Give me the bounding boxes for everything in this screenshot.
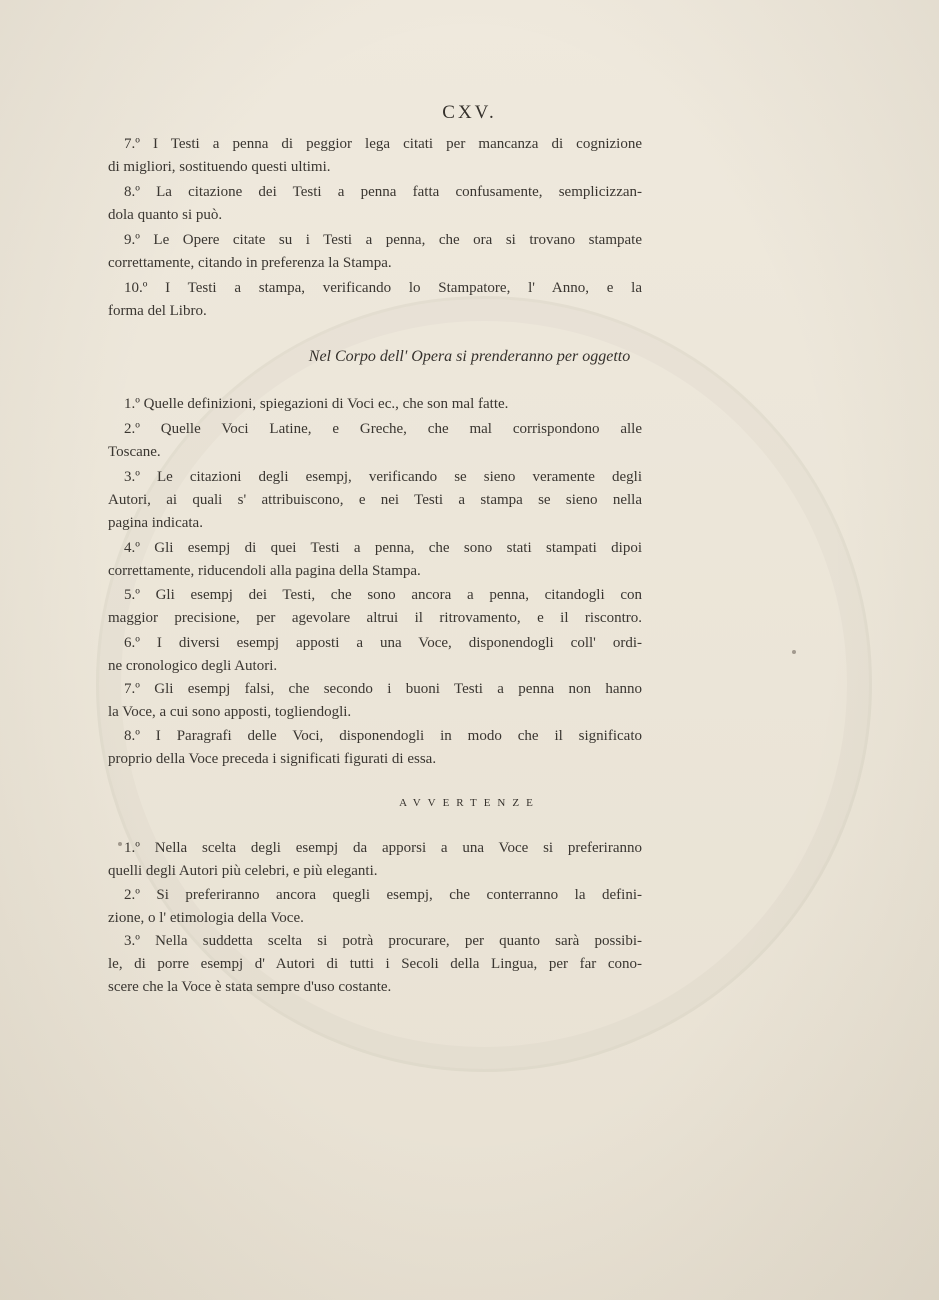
text-line: Toscane. xyxy=(108,444,161,460)
text-line: ne cronologico degli Autori. xyxy=(108,658,278,674)
section-heading: Nel Corpo dell' Opera si prenderanno per oggetto xyxy=(308,348,631,365)
list-item xyxy=(108,393,642,416)
text-line: 2.º Quelle Voci Latine, e Greche, che mal corrispondono alle xyxy=(124,421,642,437)
text-line: 8.º I Paragrafi delle Voci, disponendogli in modo che il significato xyxy=(124,728,642,744)
list-item xyxy=(108,537,642,583)
avvertenze-heading: AVVERTENZE xyxy=(399,797,540,809)
text-line: scere che la Voce è stata sempre d'uso costante. xyxy=(108,979,392,995)
text-line: le, di porre esempj d' Autori di tutti i Secoli della Lingua, per far cono- xyxy=(108,956,642,972)
list-item xyxy=(108,678,642,724)
list-item xyxy=(108,277,642,323)
text-line: 4.º Gli esempj di quei Testi a penna, che sono stati stampati dipoi xyxy=(124,540,642,556)
ink-spot xyxy=(792,650,796,654)
text-line: dola quanto si può. xyxy=(108,207,223,223)
text-line: 8.º La citazione dei Testi a penna fatta confusamente, semplicizzan- xyxy=(124,184,642,200)
text-line: proprio della Voce preceda i significati figurati di essa. xyxy=(108,751,437,767)
text-line: forma del Libro. xyxy=(108,303,207,319)
text-line: maggior precisione, per agevolare altrui il ritrovamento, e il riscontro. xyxy=(108,610,642,626)
text-line: 1.º Quelle definizioni, spiegazioni di Voci ec., che son mal fatte. xyxy=(124,396,509,412)
list-item xyxy=(108,418,642,464)
list-item xyxy=(108,930,642,999)
list-item xyxy=(108,229,642,275)
text-line: correttamente, citando in preferenza la Stampa. xyxy=(108,255,392,271)
text-line: zione, o l' etimologia della Voce. xyxy=(108,910,304,926)
list-item xyxy=(108,884,642,930)
list-item xyxy=(108,632,642,678)
text-line: 3.º Le citazioni degli esempj, verificando se sieno veramente degli xyxy=(124,469,642,485)
list-item xyxy=(108,133,642,179)
list-item xyxy=(108,181,642,227)
text-line: 2.º Si preferiranno ancora quegli esempj, che conterranno la defini- xyxy=(124,887,642,903)
text-line: 1.º Nella scelta degli esempj da apporsi a una Voce si preferiranno xyxy=(124,840,642,856)
text-line: 5.º Gli esempj dei Testi, che sono ancora a penna, citandogli con xyxy=(124,587,642,603)
text-line: 7.º Gli esempj falsi, che secondo i buoni Testi a penna non hanno xyxy=(124,681,642,697)
text-line: la Voce, a cui sono apposti, togliendogli. xyxy=(108,704,352,720)
text-line: 10.º I Testi a stampa, verificando lo Stampatore, l' Anno, e la xyxy=(124,280,642,296)
list-item xyxy=(108,584,642,630)
text-line: Autori, ai quali s' attribuiscono, e nei Testi a stampa se sieno nella xyxy=(108,492,642,508)
text-line: pagina indicata. xyxy=(108,515,203,531)
text-line: di migliori, sostituendo questi ultimi. xyxy=(108,159,331,175)
list-item xyxy=(108,725,642,771)
text-line: 3.º Nella suddetta scelta si potrà procurare, per quanto sarà possibi- xyxy=(124,933,642,949)
text-line: correttamente, riducendoli alla pagina della Stampa. xyxy=(108,563,421,579)
page-number: CXV. xyxy=(442,102,497,123)
text-line: quelli degli Autori più celebri, e più eleganti. xyxy=(108,863,378,879)
text-line: 9.º Le Opere citate su i Testi a penna, che ora si trovano stampate xyxy=(124,232,642,248)
list-item xyxy=(108,466,642,535)
text-line: 7.º I Testi a penna di peggior lega citati per mancanza di cognizione xyxy=(124,136,642,152)
list-item xyxy=(108,837,642,883)
text-line: 6.º I diversi esempj apposti a una Voce, disponendogli coll' ordi- xyxy=(124,635,642,651)
